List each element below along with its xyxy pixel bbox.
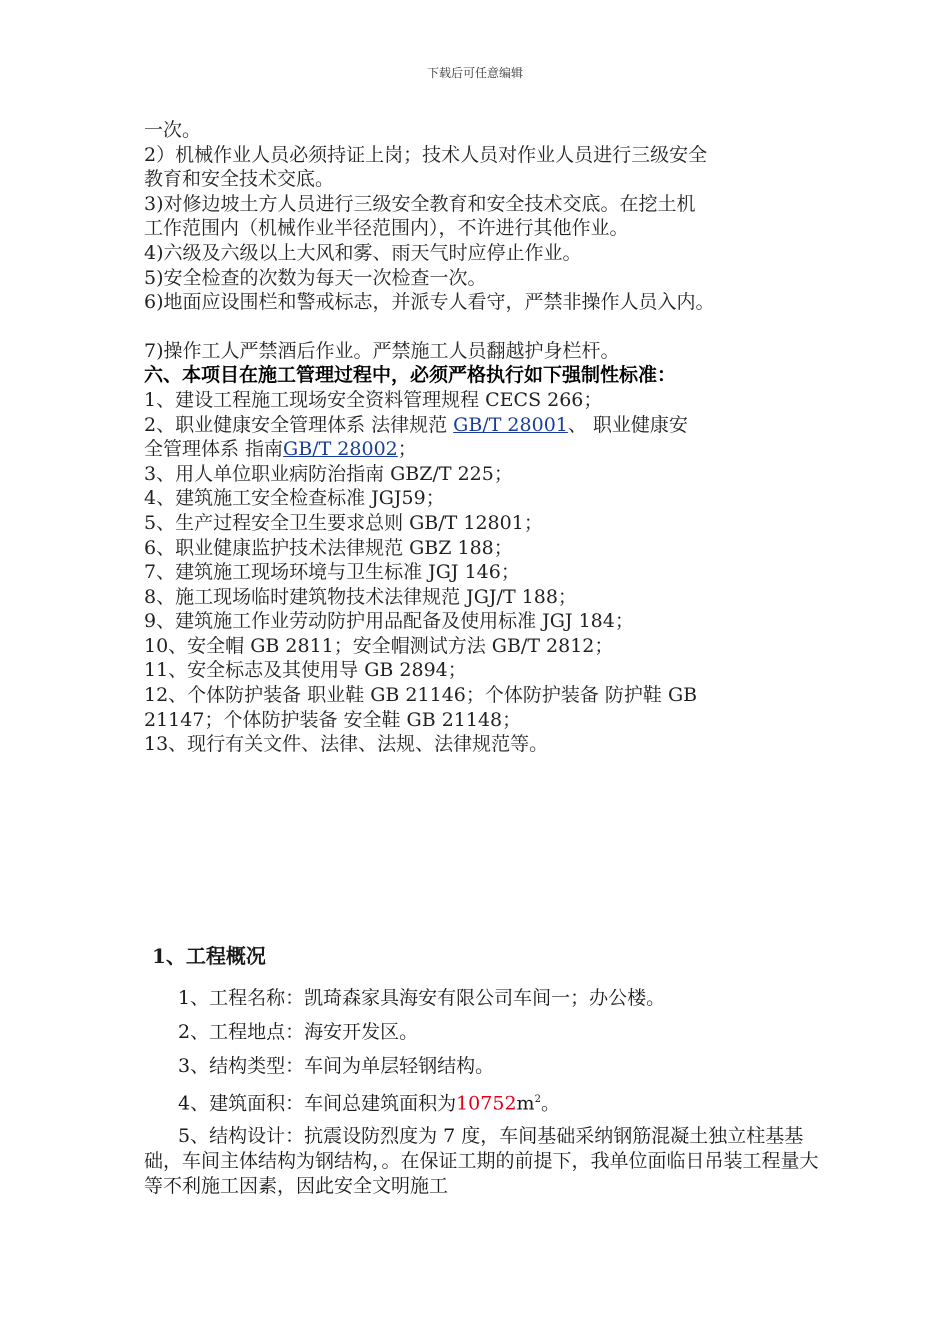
project-location-item: 2、工程地点：海安开发区。: [178, 1021, 419, 1043]
page-header-note: 下载后可任意编辑: [426, 66, 523, 80]
structure-design-item: 5、结构设计：抗震设防烈度为 7 度，车间基础采纳钢筋混凝土独立柱基基础，车间主体结构为钢结构，。在保证工期的前提下，我单位面临日吊装工程量大等不利施工因素，因此安全文明施工: [144, 1125, 819, 1198]
building-area-label: 4、建筑面积：车间总建筑面积为: [178, 1092, 457, 1115]
std2-text-c: 全管理体系 指南: [144, 438, 284, 461]
standard-item: 4、建筑施工安全检查标准 JGJ59；: [144, 487, 445, 510]
standard-item: 7、建筑施工现场环境与卫生标准 JGJ 146；: [144, 561, 520, 584]
standard-item: 8、施工现场临时建筑物技术法律规范 JGJ/T 188；: [144, 585, 577, 608]
standard-item: 12、个体防护装备 职业鞋 GB 21146；个体防护装备 防护鞋 GB: [144, 684, 698, 707]
blank-line: [144, 315, 834, 339]
building-area-value: 10752: [456, 1092, 517, 1115]
text-line: 一次。: [144, 119, 202, 141]
text-line: 6)地面应设围栏和警戒标志，并派专人看守，严禁非操作人员入内。: [144, 291, 715, 314]
text-line: 工作范围内（机械作业半径范围内），不许进行其他作业。: [144, 217, 629, 240]
text-line: 7)操作工人严禁酒后作业。严禁施工人员翻越护身栏杆。: [144, 339, 620, 362]
safety-requirements-section: [144, 118, 834, 757]
text-line: 2）机械作业人员必须持证上岗；技术人员对作业人员进行三级安全: [144, 143, 708, 166]
text-line: 3)对修边坡土方人员进行三级安全教育和安全技术交底。在挖土机: [144, 192, 696, 215]
standard-item: 10、安全帽 GB 2811；安全帽测试方法 GB/T 2812；: [144, 634, 614, 657]
std2-text-a: 2、职业健康安全管理体系 法律规范: [144, 413, 454, 436]
standards-heading: [144, 363, 834, 388]
standard-item-2: [144, 413, 834, 438]
standard-item: 1、建设工程施工现场安全资料管理规程 CECS 266；: [144, 388, 603, 411]
standard-item: 5、生产过程安全卫生要求总则 GB/T 12801；: [144, 511, 543, 534]
project-overview-section: [144, 940, 834, 1199]
project-name-item: 1、工程名称：凯琦森家具海安有限公司车间一；办公楼。: [178, 987, 666, 1009]
building-area-unit: m: [516, 1092, 535, 1115]
building-area-unit-sup: 2: [534, 1094, 541, 1105]
project-overview-heading: 1、工程概况: [152, 944, 266, 968]
standard-item: 3、用人单位职业病防治指南 GBZ/T 225；: [144, 462, 513, 485]
standard-item-2-cont: [144, 437, 834, 462]
std2-text-b: 、 职业健康安: [567, 413, 688, 436]
std2-text-d: ；: [397, 438, 417, 461]
structure-type-item: 3、结构类型：车间为单层轻钢结构。: [178, 1055, 495, 1077]
text-line: 5)安全检查的次数为每天一次检查一次。: [144, 266, 487, 289]
standard-item: 21147；个体防护装备 安全鞋 GB 21148；: [144, 708, 522, 731]
gb-t-28002-link[interactable]: GB/T 28002: [283, 438, 398, 461]
standard-item: 9、建筑施工作业劳动防护用品配备及使用标准 JGJ 184；: [144, 610, 634, 633]
standard-item: 6、职业健康监护技术法律规范 GBZ 188；: [144, 536, 513, 559]
standard-item: 11、安全标志及其使用导 GB 2894；: [144, 659, 467, 682]
standard-item: 13、现行有关文件、法律、法规、法律规范等。: [144, 733, 549, 756]
text-line: 4)六级及六级以上大风和雾、雨天气时应停止作业。: [144, 241, 582, 264]
standards-heading-text: 六、本项目在施工管理过程中，必须严格执行如下强制性标准：: [144, 364, 677, 387]
building-area-item: [178, 1083, 834, 1120]
text-line: 教育和安全技术交底。: [144, 168, 335, 191]
building-area-end: 。: [540, 1092, 560, 1115]
gb-t-28001-link[interactable]: GB/T 28001: [453, 413, 568, 436]
